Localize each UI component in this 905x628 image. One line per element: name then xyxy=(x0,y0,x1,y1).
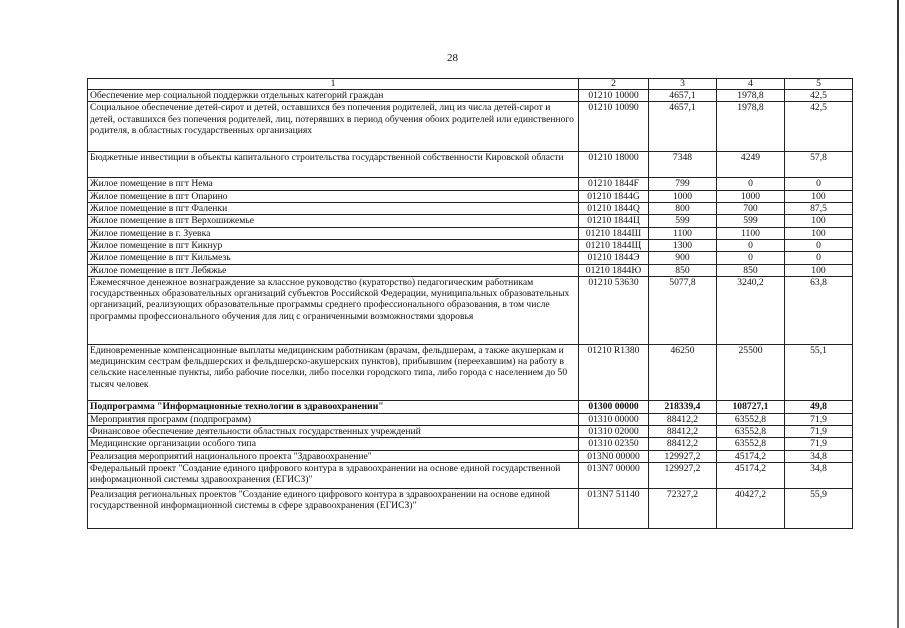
row-plan: 218339,4 xyxy=(649,400,717,413)
budget-table xyxy=(87,78,853,529)
row-code: 01210 53630 xyxy=(579,276,649,344)
table-row xyxy=(88,413,853,425)
row-plan: 850 xyxy=(649,264,717,276)
row-fact: 63552,8 xyxy=(717,426,785,438)
row-code: 01300 00000 xyxy=(579,400,649,413)
table-row xyxy=(88,344,853,400)
table-row xyxy=(88,252,853,264)
row-code: 013N7 51140 xyxy=(579,489,649,529)
row-fact: 4249 xyxy=(717,152,785,178)
row-fact: 700 xyxy=(717,202,785,214)
row-plan: 1000 xyxy=(649,190,717,202)
row-name: Жилое помещение в пгт Верхошижемье xyxy=(88,215,579,227)
row-percent: 100 xyxy=(785,227,853,239)
table-row xyxy=(88,227,853,239)
table-row xyxy=(88,90,853,102)
row-fact: 850 xyxy=(717,264,785,276)
table-row xyxy=(88,463,853,489)
row-plan: 88412,2 xyxy=(649,413,717,425)
row-plan: 46250 xyxy=(649,344,717,400)
row-plan: 1100 xyxy=(649,227,717,239)
row-percent: 71,9 xyxy=(785,413,853,425)
header-col-2: 2 xyxy=(579,79,649,90)
row-fact: 1000 xyxy=(717,190,785,202)
row-percent: 0 xyxy=(785,239,853,251)
row-code: 01210 1844Q xyxy=(579,202,649,214)
row-code: 01210 1844Ю xyxy=(579,264,649,276)
row-code: 01210 18000 xyxy=(579,152,649,178)
row-code: 01210 10090 xyxy=(579,102,649,152)
table-row xyxy=(88,178,853,190)
row-plan: 900 xyxy=(649,252,717,264)
row-fact: 599 xyxy=(717,215,785,227)
row-percent: 57,8 xyxy=(785,152,853,178)
table-row xyxy=(88,438,853,450)
row-name: Единовременные компенсационные выплаты медицинским работникам (врачам, фельдшерам, а также акушеркам и медицинским сестрам фельдшерских и фельдшерско-акушерских пунктов), прибывшим (переехавшим) на работу в сельские населенные пункты, либо рабочие поселки, либо поселки городского типа, либо города с населением до 50 тысяч человек xyxy=(88,344,579,400)
row-fact: 40427,2 xyxy=(717,489,785,529)
header-col-3: 3 xyxy=(649,79,717,90)
row-plan: 129927,2 xyxy=(649,450,717,462)
row-fact: 45174,2 xyxy=(717,463,785,489)
row-percent: 34,8 xyxy=(785,463,853,489)
row-fact: 0 xyxy=(717,252,785,264)
header-col-5: 5 xyxy=(785,79,853,90)
row-percent: 100 xyxy=(785,264,853,276)
row-fact: 0 xyxy=(717,239,785,251)
row-percent: 0 xyxy=(785,178,853,190)
row-plan: 4657,1 xyxy=(649,102,717,152)
row-name: Жилое помещение в пгт Лебяжье xyxy=(88,264,579,276)
row-name: Социальное обеспечение детей-сирот и детей, оставшихся без попечения родителей, лиц из числа детей-сирот и детей, оставшихся без попечения родителей, лиц, потерявших в период обучения обоих родителей или единственного родителя, в областных государственных организациях xyxy=(88,102,579,152)
row-code: 01210 1844F xyxy=(579,178,649,190)
table-header-row xyxy=(88,79,853,90)
row-code: 01210 1844Э xyxy=(579,252,649,264)
row-percent: 100 xyxy=(785,215,853,227)
row-name: Жилое помещение в пгт Кильмезь xyxy=(88,252,579,264)
table-row xyxy=(88,152,853,178)
row-name: Реализация региональных проектов "Создание единого цифрового контура в здравоохранении на основе единой государственной информационной системы в сфере здравоохранения (ЕГИСЗ)" xyxy=(88,489,579,529)
row-code: 01210 1844Ш xyxy=(579,227,649,239)
table-row xyxy=(88,276,853,344)
row-name: Обеспечение мер социальной поддержки отдельных категорий граждан xyxy=(88,90,579,102)
row-plan: 129927,2 xyxy=(649,463,717,489)
row-percent: 42,5 xyxy=(785,102,853,152)
row-code: 01310 00000 xyxy=(579,413,649,425)
row-fact: 0 xyxy=(717,178,785,190)
row-code: 01210 1844Щ xyxy=(579,239,649,251)
row-percent: 49,8 xyxy=(785,400,853,413)
table-row-subprogram xyxy=(88,400,853,413)
row-code: 013N7 00000 xyxy=(579,463,649,489)
row-name: Ежемесячное денежное вознаграждение за классное руководство (кураторство) педагогическим работникам государственных образовательных организаций субъектов Российской Федерации, муниципальных образовательных организаций, реализующих образовательные программы среднего профессионального образования, в том числе программы профессионального обучения для лиц с ограниченными возможностями здоровья xyxy=(88,276,579,344)
row-plan: 4657,1 xyxy=(649,90,717,102)
table-row xyxy=(88,264,853,276)
row-plan: 599 xyxy=(649,215,717,227)
row-plan: 5077,8 xyxy=(649,276,717,344)
row-code: 01210 10000 xyxy=(579,90,649,102)
row-name: Подпрограмма "Информационные технологии в здравоохранении" xyxy=(88,400,579,413)
row-name: Реализация мероприятий национального проекта "Здравоохранение" xyxy=(88,450,579,462)
row-fact: 1978,8 xyxy=(717,102,785,152)
row-code: 01210 1844Ц xyxy=(579,215,649,227)
scan-edge xyxy=(897,0,899,628)
row-fact: 108727,1 xyxy=(717,400,785,413)
row-code: 013N0 00000 xyxy=(579,450,649,462)
header-col-4: 4 xyxy=(717,79,785,90)
table-body xyxy=(88,90,853,529)
header-col-1: 1 xyxy=(88,79,579,90)
row-name: Мероприятия программ (подпрограмм) xyxy=(88,413,579,425)
row-name: Жилое помещение в пгт Опарино xyxy=(88,190,579,202)
row-plan: 72327,2 xyxy=(649,489,717,529)
row-name: Жилое помещение в пгт Нема xyxy=(88,178,579,190)
row-percent: 71,9 xyxy=(785,438,853,450)
row-code: 01310 02000 xyxy=(579,426,649,438)
row-name: Бюджетные инвестиции в объекты капитального строительства государственной собственности Кировской области xyxy=(88,152,579,178)
row-fact: 1978,8 xyxy=(717,90,785,102)
row-percent: 0 xyxy=(785,252,853,264)
row-name: Федеральный проект "Создание единого цифрового контура в здравоохранении на основе единой государственной информационной системы здравоохранения (ЕГИСЗ)" xyxy=(88,463,579,489)
table-row xyxy=(88,489,853,529)
row-percent: 71,9 xyxy=(785,426,853,438)
row-fact: 1100 xyxy=(717,227,785,239)
row-fact: 3240,2 xyxy=(717,276,785,344)
row-code: 01310 02350 xyxy=(579,438,649,450)
row-name: Жилое помещение в г. Зуевка xyxy=(88,227,579,239)
table-row xyxy=(88,102,853,152)
table-row xyxy=(88,190,853,202)
row-plan: 1300 xyxy=(649,239,717,251)
table-row xyxy=(88,426,853,438)
row-percent: 100 xyxy=(785,190,853,202)
row-code: 01210 1844G xyxy=(579,190,649,202)
row-fact: 45174,2 xyxy=(717,450,785,462)
row-name: Медицинские организации особого типа xyxy=(88,438,579,450)
row-percent: 55,9 xyxy=(785,489,853,529)
row-name: Финансовое обеспечение деятельности областных государственных учреждений xyxy=(88,426,579,438)
row-percent: 55,1 xyxy=(785,344,853,400)
row-code: 01210 R1380 xyxy=(579,344,649,400)
row-plan: 88412,2 xyxy=(649,426,717,438)
table-row xyxy=(88,450,853,462)
row-percent: 42,5 xyxy=(785,90,853,102)
row-plan: 799 xyxy=(649,178,717,190)
row-fact: 63552,8 xyxy=(717,413,785,425)
row-percent: 63,8 xyxy=(785,276,853,344)
row-percent: 34,8 xyxy=(785,450,853,462)
table-row xyxy=(88,215,853,227)
table-row xyxy=(88,239,853,251)
row-name: Жилое помещение в пгт Кикнур xyxy=(88,239,579,251)
row-name: Жилое помещение в пгт Фаленки xyxy=(88,202,579,214)
row-plan: 800 xyxy=(649,202,717,214)
row-fact: 63552,8 xyxy=(717,438,785,450)
row-plan: 88412,2 xyxy=(649,438,717,450)
row-fact: 25500 xyxy=(717,344,785,400)
page-number: 28 xyxy=(447,52,458,64)
table-row xyxy=(88,202,853,214)
row-plan: 7348 xyxy=(649,152,717,178)
row-percent: 87,5 xyxy=(785,202,853,214)
